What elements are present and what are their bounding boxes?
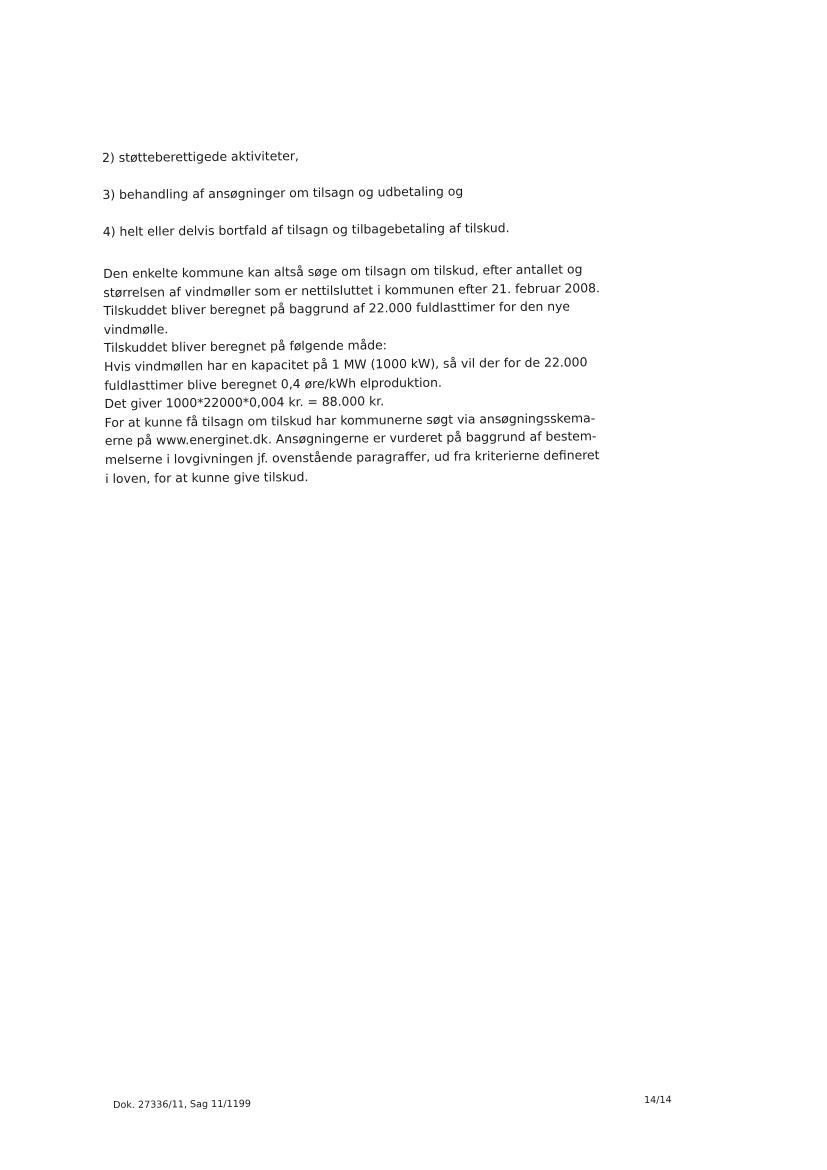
body-text: [102, 143, 625, 488]
paragraph-line: i loven, for at kunne give tilskud.: [105, 468, 309, 486]
paragraph-line: erne på www.energinet.dk. Ansøgningerne er vurderet på baggrund af bestem-: [104, 428, 597, 449]
paragraph-line: Tilskuddet bliver beregnet på baggrund af 22.000 fuldlasttimer for den nye: [103, 298, 571, 319]
paragraph-line: For at kunne få tilsagn om tilskud har kommunerne søgt via ansøgningsskema-: [104, 410, 596, 430]
page-number: 14/14: [644, 1094, 672, 1106]
list-item: 4) helt eller delvis bortfald af tilsagn og tilbagebetaling af tilskud.: [102, 220, 510, 239]
paragraph-line: Tilskuddet bliver beregnet på følgende måde:: [103, 337, 387, 356]
paragraph: [103, 260, 625, 488]
list-item: 3) behandling af ansøgninger om tilsagn og udbetaling og: [102, 183, 464, 202]
paragraph-line: Det giver 1000*22000*0,004 kr. = 88.000 kr.: [104, 393, 385, 412]
paragraph-line: størrelsen af vindmøller som er nettilsluttet i kommunen efter 21. februar 2008.: [103, 279, 600, 300]
paragraph-line: fuldlasttimer blive beregnet 0,4 øre/kWh elproduktion.: [104, 374, 442, 393]
paragraph-line: vindmølle.: [103, 321, 169, 337]
paragraph-line: Hvis vindmøllen har en kapacitet på 1 MW (1000 kW), så vil der for de 22.000: [104, 354, 588, 374]
paragraph-line: melserne i lovgivningen jf. ovenstående paragraffer, ud fra kriterierne defineret: [104, 447, 600, 467]
document-reference: Dok. 27336/11, Sag 11/1199: [113, 1098, 252, 1111]
list-item: 2) støtteberettigede aktiviteter,: [102, 148, 299, 165]
paragraph-line: Den enkelte kommune kan altså søge om tilsagn om tilskud, efter antallet og: [103, 261, 583, 281]
